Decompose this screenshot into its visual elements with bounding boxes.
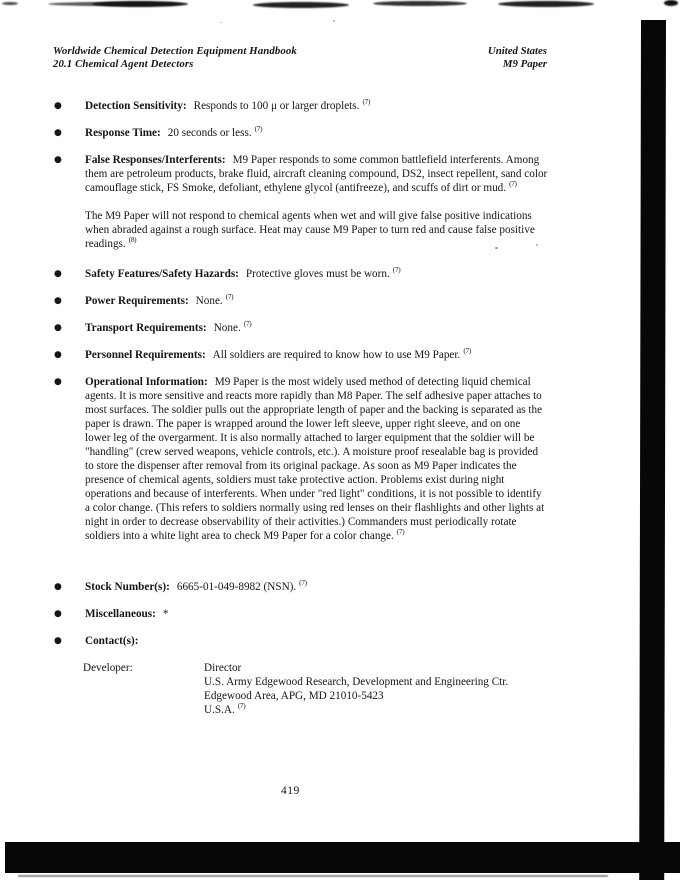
scan-streak: [253, 2, 349, 8]
note-paragraph: [85, 209, 548, 251]
item-label: Transport Requirements:: [85, 322, 207, 334]
item-text: Responds to 100 μ or larger droplets.: [193, 100, 360, 112]
scan-streak: [664, 0, 678, 6]
footnote-ref: (7): [396, 527, 405, 537]
page-number: 419: [281, 785, 300, 797]
footnote-ref: (7): [463, 346, 471, 356]
bullet-item-detection-sensitivity: [52, 99, 548, 113]
bullet-list-top: [52, 99, 548, 556]
bullet-icon: ●: [54, 155, 62, 165]
scan-speck: [333, 20, 335, 22]
item-label: Personnel Requirements:: [85, 349, 206, 361]
contact-line: U.S.A. $^{(7)}$: [204, 701, 246, 716]
footnote-ref: (7): [225, 292, 234, 302]
bullet-icon: ●: [54, 609, 62, 619]
item-label: Power Requirements:: [85, 295, 189, 307]
scan-smudge-line: [18, 875, 608, 877]
bullet-icon: ●: [54, 128, 62, 138]
country-label: United States: [487, 45, 547, 57]
note-text: The M9 Paper will not respond to chemical agents when wet and will give false positive indications when abraded against a rough surface. Heat may cause M9 Paper to turn red and cause false positive readings.: [85, 210, 535, 250]
section-title: 20.1 Chemical Agent Detectors: [53, 58, 194, 70]
bullet-item-response-time: [52, 126, 548, 140]
header-right: [488, 45, 547, 71]
footnote-ref: (8): [128, 235, 137, 245]
item-label: Safety Features/Safety Hazards:: [85, 268, 239, 280]
scan-streak: [498, 1, 594, 7]
item-text: Protective gloves must be worn.: [245, 268, 390, 280]
bullet-icon: ●: [54, 296, 62, 306]
item-label: Stock Number(s):: [85, 581, 170, 593]
bullet-icon: ●: [54, 377, 62, 387]
scan-band-bottom: [5, 842, 680, 873]
handbook-title: Worldwide Chemical Detection Equipment Handbook: [53, 45, 297, 57]
footnote-ref: (7): [237, 701, 246, 711]
footnote-ref: (7): [392, 265, 401, 275]
contact-address: [204, 661, 548, 717]
bullet-item-stock-numbers: [52, 580, 548, 594]
contact-line: Director: [204, 662, 242, 674]
item-text: M9 Paper responds to some common battlefield interferents. Among them are petroleum products, brake fluid, aircraft cleaning compound, DS2, insect repellent, sand color camouflage stick, FS Smoke, defoliant, ethylene glycol (antifreeze), and scuffs of dirt or mud.: [85, 154, 548, 194]
footnote-ref: (7): [254, 124, 263, 134]
header-left: [53, 45, 297, 71]
footnote-ref: (7): [362, 97, 371, 107]
item-text: None.: [195, 295, 223, 307]
bullet-item-contacts: [52, 634, 548, 648]
bullet-item-power-requirements: [52, 294, 548, 308]
bullet-item-transport-requirements: [52, 321, 548, 335]
footnote-ref: (7): [243, 319, 252, 329]
item-text: 6665-01-049-8982 (NSN).: [176, 581, 297, 593]
item-label: False Responses/Interferents:: [85, 154, 226, 166]
scan-streak: [2, 2, 18, 5]
bullet-item-safety-features: [52, 267, 548, 281]
bullet-icon: ●: [54, 323, 62, 333]
item-text: 20 seconds or less.: [167, 127, 252, 139]
item-text: None.: [213, 322, 241, 334]
item-text: All soldiers are required to know how to use M9 Paper.: [212, 349, 461, 361]
scan-speck: [220, 22, 222, 23]
item-label: Contact(s):: [85, 635, 139, 647]
bullet-item-false-responses: [52, 153, 548, 195]
item-text: M9 Paper is the most widely used method of detecting liquid chemical agents. It is more sensitive and reacts more rapidly than M8 Paper. The self adhesive paper attaches to most surfaces. The soldier pulls out the appropriate length of paper and the backing is separated as the paper is drawn. The paper is wrapped around the lower left sleeve, upper right sleeve, and on one lower leg of the overgarment. It is also normally attached to larger equipment that the soldier will be "handling" (crew served weapons, vehicle controls, etc.). A moisture proof resealable bag is provided to store the dispenser after removal from its original package. As soon as M9 Paper indicates the presence of chemical agents, soldiers must take protective action. Problems exist during night operations and because of interferents. When under "red light" conditions, it is not possible to identify a color change. (This refers to soldiers normally using red lenses on their flashlights and other lights at night in order to decrease observability of their activities.) Commanders must periodically rotate soldiers into a white light area to check M9 Paper for a color change.: [85, 376, 545, 542]
scan-bar-right: [639, 20, 666, 880]
bullet-icon: ●: [54, 582, 62, 592]
contact-line: Edgewood Area, APG, MD 21010-5423: [204, 690, 384, 702]
bullet-item-personnel-requirements: [52, 348, 548, 362]
scan-streak: [92, 1, 188, 7]
item-label: Operational Information:: [85, 376, 208, 388]
bullet-icon: ●: [54, 269, 62, 279]
contact-line: U.S. Army Edgewood Research, Development and Engineering Ctr.: [204, 676, 509, 688]
scan-streak: [373, 1, 467, 6]
bullet-item-operational-information: [52, 375, 548, 543]
contact-block: [83, 661, 548, 717]
bullet-list-bottom: [52, 580, 548, 717]
bullet-icon: ●: [54, 350, 62, 360]
footnote-ref: (7): [509, 179, 517, 189]
equipment-label: M9 Paper: [502, 58, 547, 70]
item-label: Detection Sensitivity:: [85, 100, 187, 112]
bullet-icon: ●: [54, 636, 62, 646]
item-label: Miscellaneous:: [85, 608, 156, 620]
footnote-ref: (7): [299, 578, 307, 588]
bullet-item-miscellaneous: [52, 607, 548, 621]
item-text: *: [162, 608, 169, 620]
bullet-icon: ●: [54, 101, 62, 111]
item-label: Response Time:: [85, 127, 161, 139]
contact-role-label: Developer:: [83, 662, 133, 674]
